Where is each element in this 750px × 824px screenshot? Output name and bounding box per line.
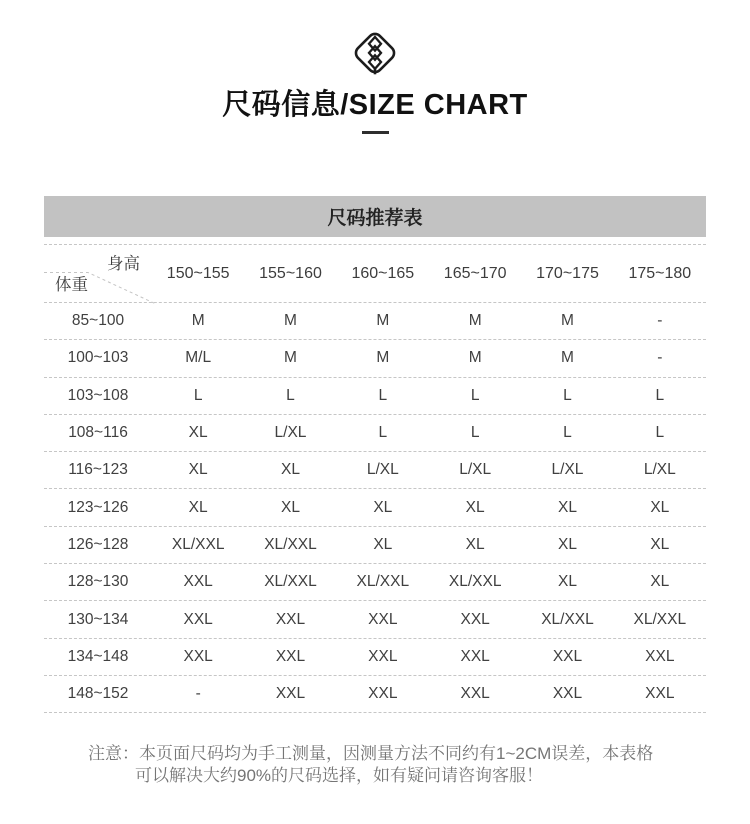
size-cell: L <box>378 386 388 404</box>
corner-label-height: 身高 <box>107 255 140 273</box>
size-cell: XL <box>281 498 300 516</box>
size-cell: XL/XXL <box>633 610 687 628</box>
note <box>88 743 750 787</box>
size-cell: XL <box>465 535 485 553</box>
size-cell: XXL <box>275 610 306 628</box>
size-cell: L <box>655 424 665 442</box>
weight-range-cell: 108~116 <box>68 424 128 442</box>
height-range-header: 170~175 <box>536 264 599 282</box>
page-title: 尺码信息/SIZE CHART <box>222 89 528 121</box>
size-cell: XL <box>188 498 208 516</box>
size-cell: L <box>286 386 295 404</box>
table-row <box>44 639 706 676</box>
size-cell: M <box>284 312 297 330</box>
table-title: 尺码推荐表 <box>327 208 423 229</box>
size-cell: XXL <box>183 647 213 665</box>
size-cell: XL <box>373 498 393 516</box>
table-row <box>44 415 706 452</box>
size-cell: - <box>657 349 663 367</box>
weight-range-cell: 130~134 <box>67 610 129 628</box>
table-title-bar <box>44 196 706 237</box>
table-row <box>44 527 706 564</box>
page-header <box>0 0 750 134</box>
weight-range-cell: 128~130 <box>67 573 129 591</box>
size-cell: M <box>468 349 482 367</box>
size-cell: XL <box>188 461 208 479</box>
size-cell: L/XL <box>551 461 584 479</box>
size-cell: L <box>193 386 203 404</box>
size-cell: L/XL <box>643 461 676 479</box>
table-row <box>44 378 706 415</box>
size-cell: L <box>563 424 572 442</box>
size-cell: L <box>655 386 665 404</box>
weight-range-cell: 100~103 <box>67 349 129 367</box>
table-body <box>44 303 706 713</box>
table-row <box>44 601 706 638</box>
table-row <box>44 564 706 601</box>
size-cell: XL/XXL <box>171 535 225 553</box>
size-cell: XL <box>188 424 208 442</box>
size-cell: XL <box>558 498 577 516</box>
size-cell: - <box>195 685 201 703</box>
size-cell: - <box>657 312 663 330</box>
weight-range-cell: 116~123 <box>68 461 128 479</box>
size-cell: XL <box>650 498 670 516</box>
size-cell: XL <box>373 535 393 553</box>
size-cell: XL/XXL <box>541 610 594 628</box>
size-cell: XXL <box>368 685 398 703</box>
size-cell: M <box>376 312 390 330</box>
size-cell: XXL <box>275 685 306 703</box>
height-range-header: 150~155 <box>166 264 230 282</box>
size-cell: XXL <box>460 685 490 703</box>
size-cell: M <box>376 349 390 367</box>
size-cell: XXL <box>460 610 490 628</box>
size-cell: M/L <box>185 349 212 367</box>
weight-range-cell: 103~108 <box>67 386 129 404</box>
size-recommendation-table <box>44 196 706 713</box>
weight-range-cell: 85~100 <box>71 312 125 330</box>
note-line-1: 注意：本页面尺码均为手工测量，因测量方法不同约有1~2CM误差，本表格 <box>88 744 654 764</box>
table-row <box>44 340 706 377</box>
size-cell: M <box>561 349 574 367</box>
size-cell: XL <box>650 535 670 553</box>
size-cell: M <box>561 312 574 330</box>
height-range-header: 160~165 <box>351 264 415 282</box>
size-cell: XXL <box>460 647 490 665</box>
size-cell: XL <box>465 498 485 516</box>
size-cell: XL <box>558 535 577 553</box>
size-cell: L <box>470 386 480 404</box>
size-cell: M <box>284 349 297 367</box>
size-cell: XXL <box>368 610 398 628</box>
note-line-2: 可以解决大约90%的尺码选择，如有疑问请咨询客服！ <box>135 766 544 786</box>
weight-range-cell: 148~152 <box>67 685 129 703</box>
size-cell: L/XL <box>366 461 399 479</box>
height-range-header: 155~160 <box>259 264 322 282</box>
size-cell: XXL <box>645 647 675 665</box>
size-cell: L/XL <box>274 424 307 442</box>
table-row <box>44 489 706 526</box>
size-cell: XL <box>650 573 670 591</box>
size-cell: XXL <box>368 647 398 665</box>
size-cell: M <box>468 312 482 330</box>
size-cell: XXL <box>552 647 583 665</box>
size-cell: XXL <box>275 647 306 665</box>
size-cell: XL/XXL <box>264 535 317 553</box>
size-cell: M <box>191 312 205 330</box>
size-cell: XL/XXL <box>356 573 410 591</box>
table-row <box>44 676 706 713</box>
height-range-header: 175~180 <box>628 264 692 282</box>
weight-range-cell: 123~126 <box>67 498 129 516</box>
weight-range-cell: 134~148 <box>67 647 129 665</box>
size-cell: XXL <box>183 610 213 628</box>
size-cell: L <box>563 386 572 404</box>
size-cell: L <box>470 424 480 442</box>
size-cell: XXL <box>552 685 583 703</box>
table-header-row <box>44 244 706 303</box>
title-underline-dash <box>362 131 389 134</box>
size-cell: XL <box>558 573 577 591</box>
size-cell: L <box>378 424 388 442</box>
size-cell: XL <box>281 461 300 479</box>
size-cell: XL/XXL <box>264 573 317 591</box>
table-row <box>44 303 706 340</box>
brand-diamond-logo-icon <box>349 26 401 80</box>
weight-range-cell: 126~128 <box>67 535 129 553</box>
corner-cell <box>44 245 152 302</box>
size-cell: XXL <box>645 685 675 703</box>
corner-label-weight: 体重 <box>55 276 88 294</box>
size-cell: L/XL <box>459 461 492 479</box>
height-range-header: 165~170 <box>443 264 507 282</box>
size-cell: XL/XXL <box>448 573 502 591</box>
size-cell: XXL <box>183 573 213 591</box>
table-row <box>44 452 706 489</box>
